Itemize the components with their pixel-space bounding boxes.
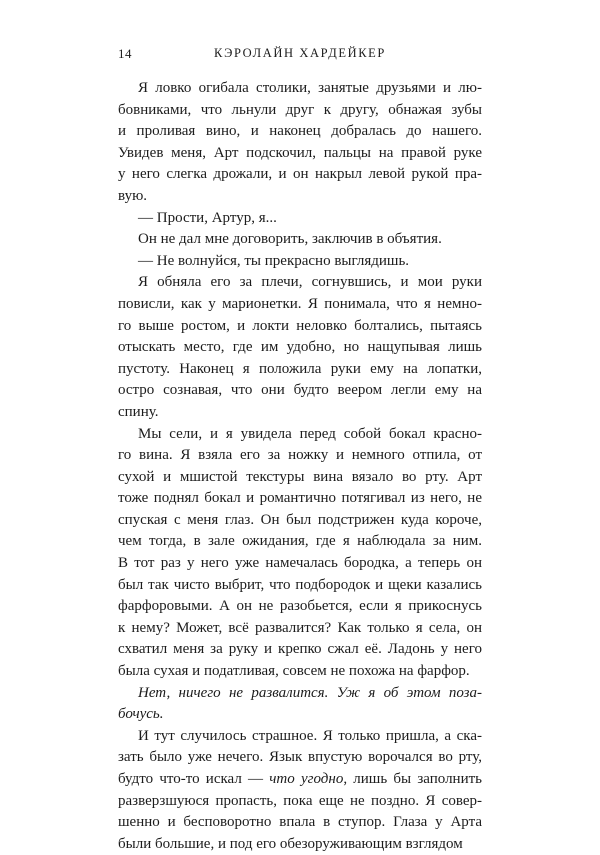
text-line: повисли, как у марионетки. Я понимала, что я немно- bbox=[118, 295, 482, 312]
text-line: будто что-то искал — что угодно, лишь бы заполнить bbox=[118, 771, 482, 787]
running-header bbox=[118, 46, 482, 66]
text-line: спину. bbox=[118, 403, 159, 420]
text-line: чем тогда, в зале ожидания, где я наблюдала за ним. bbox=[118, 533, 482, 550]
text-line: была сухая и податливая, совсем не похожа на фарфор. bbox=[118, 663, 470, 680]
text-line: к нему? Может, всё развалится? Как только я села, он bbox=[118, 619, 482, 636]
text-line: В тот раз у него уже намечалась бородка, а теперь он bbox=[118, 555, 482, 572]
text-line: был так чисто выбрит, что подбородок и щеки казались bbox=[118, 576, 482, 593]
text-line: Я обняла его за плечи, согнувшись, и мои руки bbox=[138, 274, 482, 291]
text-line: разверзшуюся пропасть, пока еще не поздно. Я совер- bbox=[118, 792, 482, 809]
text-line: Нет, ничего не развалится. Уж я об этом поза- bbox=[138, 684, 482, 701]
text-line: и проливая вино, и наконец добралась до нашего. bbox=[118, 123, 482, 140]
running-head-author: КЭРОЛАЙН ХАРДЕЙКЕР bbox=[214, 46, 386, 60]
text-line: у него слегка дрожали, и он накрыл левой рукой пра- bbox=[118, 166, 482, 183]
text-line: бовниками, что льнули друг к другу, обнажая зубы bbox=[118, 101, 482, 118]
text-line: остро сознавая, что они будто веером легли ему на bbox=[118, 382, 482, 399]
text-line: Я ловко огибала столики, занятые друзьями и лю- bbox=[138, 80, 482, 96]
text-line: шенно и бесповоротно впала в ступор. Глаза у Арта bbox=[118, 814, 482, 831]
text-line: тоже поднял бокал и романтично потягивал из него, не bbox=[118, 490, 482, 507]
text-line: были большие, и под его обезоруживающим взглядом bbox=[118, 835, 463, 852]
text-line: — Не волнуйся, ты прекрасно выглядишь. bbox=[138, 252, 410, 269]
text-line: Увидев меня, Арт подскочил, пальцы на правой руке bbox=[118, 144, 482, 161]
text-line: И тут случилось страшное. Я только пришла, а ска- bbox=[138, 727, 482, 744]
text-line: — Прости, Артур, я... bbox=[138, 209, 277, 226]
text-line: сухой и мшистой текстуры вина вязало во рту. Арт bbox=[118, 468, 482, 485]
text-line: бочусь. bbox=[118, 706, 164, 723]
body-text bbox=[118, 78, 482, 855]
text-line: зать было уже нечего. Язык впустую ворочался во рту, bbox=[118, 749, 482, 766]
text-line: фарфоровыми. А он не разобьется, если я прикоснусь bbox=[118, 598, 482, 615]
page-number: 14 bbox=[118, 46, 132, 61]
text-line: го вина. Я взяла его за ножку и немного отпила, от bbox=[118, 447, 482, 464]
text-line: спуская с меня глаз. Он был подстрижен куда короче, bbox=[118, 511, 482, 528]
text-line: вую. bbox=[118, 187, 148, 204]
text-line: Мы сели, и я увидела перед собой бокал красно- bbox=[138, 425, 482, 442]
text-line: го выше ростом, и локти неловко болтались, пытаясь bbox=[118, 317, 482, 334]
text-line: схватил меня за руку и крепко сжал её. Ладонь у него bbox=[118, 641, 482, 658]
text-line: Он не дал мне договорить, заключив в объятия. bbox=[138, 231, 442, 248]
emphasis: что угодно bbox=[269, 771, 344, 787]
text-line: пустоту. Наконец я положила руки ему на лопатки, bbox=[118, 360, 482, 377]
text-line: отыскать место, где им удобно, но нащупывая лишь bbox=[118, 339, 482, 356]
